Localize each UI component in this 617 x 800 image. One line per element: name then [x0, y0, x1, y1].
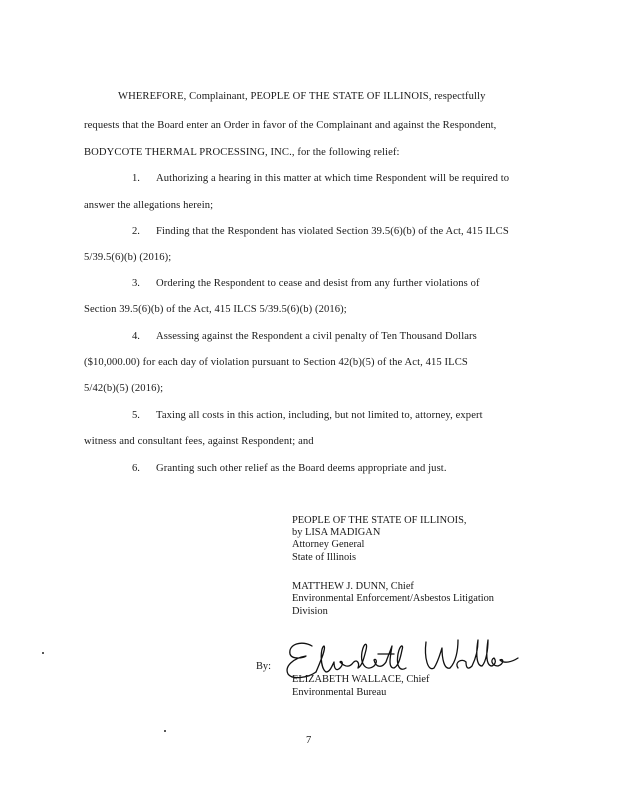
item-6-line-1: Granting such other relief as the Board deems appropriate and just.: [156, 463, 447, 474]
item-1-line-1: Authorizing a hearing in this matter at which time Respondent will be required to: [156, 173, 510, 184]
intro-line-3: BODYCOTE THERMAL PROCESSING, INC., for the following relief:: [84, 147, 400, 158]
page-number: 7: [306, 735, 312, 746]
item-5-line-1: Taxing all costs in this action, including, but not limited to, attorney, expert: [156, 410, 483, 421]
item-1-line-2: answer the allegations herein;: [84, 200, 214, 211]
item-3-line-1: Ordering the Respondent to cease and desist from any further violations of: [156, 278, 480, 289]
scan-speck: [164, 730, 166, 732]
item-2-number: 2.: [132, 226, 140, 237]
item-2-line-2: 5/39.5(6)(b) (2016);: [84, 252, 172, 263]
item-5-number: 5.: [132, 410, 140, 421]
intro-line-1: WHEREFORE, Complainant, PEOPLE OF THE STATE OF ILLINOIS, respectfully: [118, 91, 486, 102]
item-2-line-1: Finding that the Respondent has violated Section 39.5(6)(b) of the Act, 415 ILCS: [156, 226, 509, 237]
item-6-number: 6.: [132, 463, 140, 474]
item-4-line-1: Assessing against the Respondent a civil penalty of Ten Thousand Dollars: [156, 331, 477, 342]
signature-party: PEOPLE OF THE STATE OF ILLINOIS,: [292, 515, 467, 526]
signature-title-2: State of Illinois: [292, 552, 357, 563]
item-3-line-2: Section 39.5(6)(b) of the Act, 415 ILCS 5/39.5(6)(b) (2016);: [84, 304, 347, 315]
item-5-line-2: witness and consultant fees, against Respondent; and: [84, 436, 314, 447]
signature-by-line: by LISA MADIGAN: [292, 527, 381, 538]
signature-division-1: Environmental Enforcement/Asbestos Litigation: [292, 593, 494, 604]
item-4-line-3: 5/42(b)(5) (2016);: [84, 383, 164, 394]
signature-division-2: Division: [292, 606, 328, 617]
item-4-line-2: ($10,000.00) for each day of violation pursuant to Section 42(b)(5) of the Act, 415 ILCS: [84, 357, 468, 368]
signature-title-1: Attorney General: [292, 539, 365, 550]
signature-chief: MATTHEW J. DUNN, Chief: [292, 581, 414, 592]
signature-by-label: By:: [256, 661, 272, 672]
signature-signer: ELIZABETH WALLACE, Chief: [292, 674, 430, 685]
intro-line-2: requests that the Board enter an Order in favor of the Complainant and against the Respondent,: [84, 120, 497, 131]
item-4-number: 4.: [132, 331, 140, 342]
item-3-number: 3.: [132, 278, 140, 289]
scan-speck: [42, 652, 44, 654]
item-1-number: 1.: [132, 173, 140, 184]
signature-bureau: Environmental Bureau: [292, 687, 387, 698]
